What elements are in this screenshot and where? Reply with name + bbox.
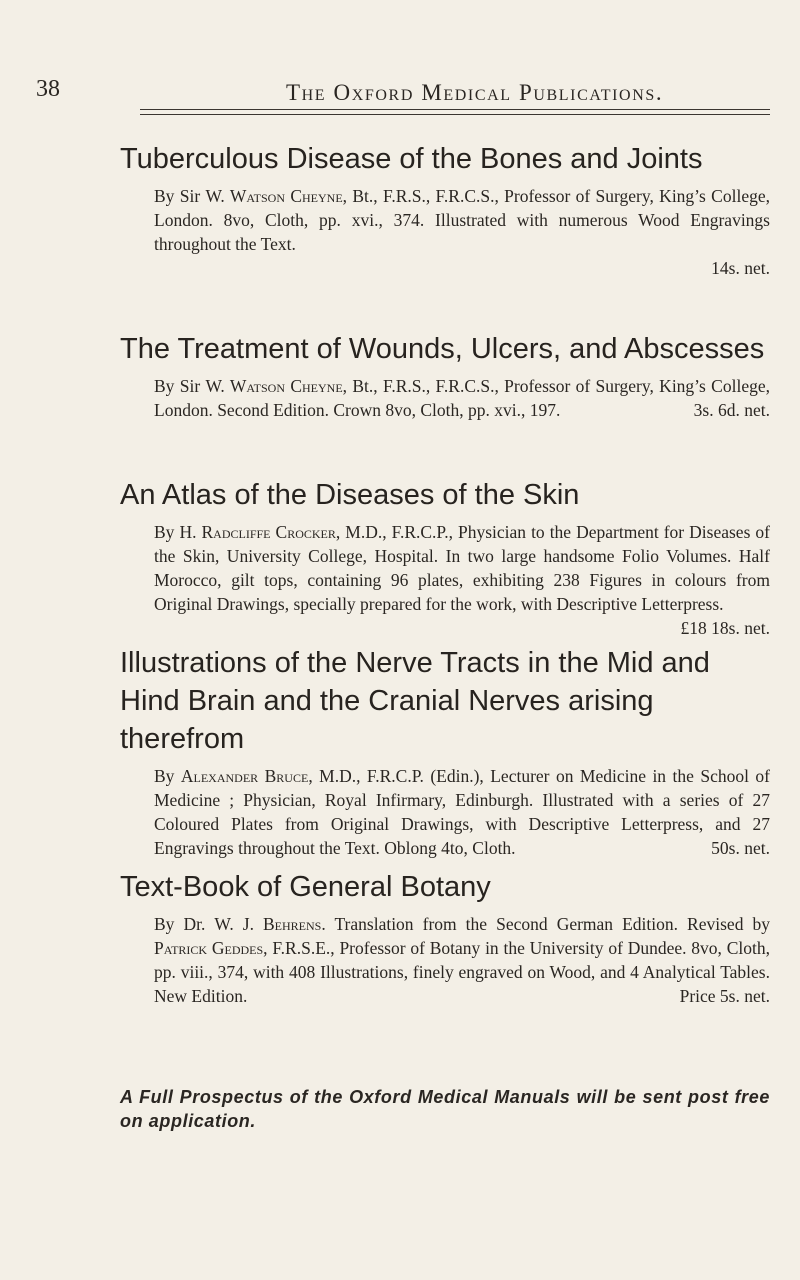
entry-by: By	[154, 522, 180, 542]
entry-treatment-of-wounds	[120, 330, 770, 422]
entry-by: By Sir	[154, 376, 206, 396]
prospectus-note: A Full Prospectus of the Oxford Medical Manuals will be sent post free on application.	[120, 1087, 770, 1131]
entry-by: By Sir	[154, 186, 206, 206]
entry-author: W. Watson Cheyne	[205, 376, 343, 396]
entry-price: £18 18s. net.	[680, 618, 770, 638]
entry-details-continued: , F.R.S.E., Professor of Botany in the University of Dundee. 8vo, Cloth, pp. viii., 374, with 408 Illustrations, finely engraved on Wood, and 4 Analytical Tables. New Edition.	[154, 938, 770, 1006]
page-number: 38	[36, 76, 60, 102]
entry-price: 50s. net.	[711, 838, 770, 858]
entry-description	[154, 184, 770, 280]
entry-details: , M.D., F.R.C.P. (Edin.), Lecturer on Medicine in the School of Medicine ; Physician, Royal Infirmary, Edinburgh. Illustrated with a series of 27 Coloured Plates from Original Drawings, with Descriptive Letterpress, and 27 Engravings throughout the Text. Oblong 4to, Cloth.	[154, 766, 770, 858]
entry-author: W. J. Behrens	[214, 914, 322, 934]
entry-by: By Dr.	[154, 914, 215, 934]
entry-price: 3s. 6d. net.	[693, 400, 770, 420]
entry-author: W. Watson Cheyne	[205, 186, 343, 206]
entry-title: The Treatment of Wounds, Ulcers, and Abscesses	[120, 333, 765, 365]
entry-description	[154, 520, 770, 638]
entry-by: By	[154, 766, 181, 786]
entry-price: 14s. net.	[711, 258, 770, 278]
entry-description	[154, 764, 770, 860]
entry-title: Text-Book of General Botany	[120, 871, 491, 903]
entry-title: Tuberculous Disease of the Bones and Joints	[120, 143, 703, 175]
entry-tuberculous-disease	[120, 140, 770, 280]
entry-details: , M.D., F.R.C.P., Physician to the Department for Diseases of the Skin, University College, Hospital. In two large handsome Folio Volumes. Half Morocco, gilt tops, containing 96 plates, exhibiting 238 Figures in colours from Original Drawings, specially prepared for the work, with Descriptive Letterpress.	[154, 522, 770, 614]
header-rule-bottom	[140, 114, 770, 115]
entry-details: . Translation from the Second German Edition. Revised by	[321, 914, 770, 934]
entry-price: Price 5s. net.	[679, 986, 770, 1006]
entry-author: H. Radcliffe Crocker	[179, 522, 336, 542]
entry-details: , Bt., F.R.S., F.R.C.S., Professor of Surgery, King’s College, London. 8vo, Cloth, pp. xvi., 374. Illustrated with numerous Wood Engravings throughout the Text.	[154, 186, 770, 254]
entry-general-botany	[120, 868, 770, 1008]
entry-details: , Bt., F.R.S., F.R.C.S., Professor of Surgery, King’s College, London. Second Edition. Crown 8vo, Cloth, pp. xvi., 197.	[154, 376, 770, 420]
entry-title: An Atlas of the Diseases of the Skin	[120, 479, 580, 511]
entry-translator: Patrick Geddes	[154, 938, 264, 958]
running-title: The Oxford Medical Publications.	[286, 80, 664, 105]
entry-nerve-tracts	[120, 644, 770, 860]
entry-description	[154, 912, 770, 1008]
entry-title: Illustrations of the Nerve Tracts in the Mid and Hind Brain and the Cranial Nerves arising therefrom	[120, 647, 710, 755]
entry-description	[154, 374, 770, 422]
running-head	[30, 76, 770, 106]
entry-atlas-skin-diseases	[120, 476, 770, 640]
entry-author: Alexander Bruce	[180, 766, 309, 786]
header-rule-top	[140, 109, 770, 110]
